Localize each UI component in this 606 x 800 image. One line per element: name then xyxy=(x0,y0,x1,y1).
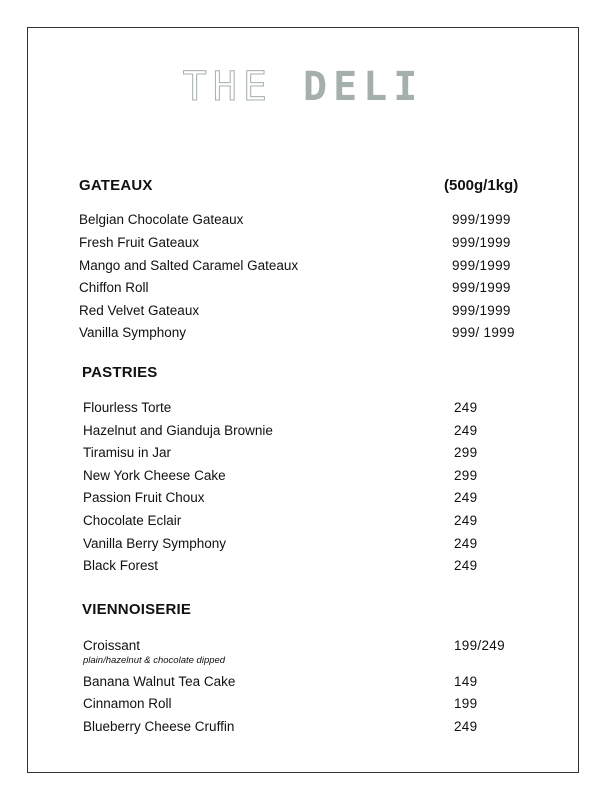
menu-item-name: Chiffon Roll xyxy=(79,280,149,295)
menu-item-note: plain/hazelnut & chocolate dipped xyxy=(83,655,226,666)
menu-item-price: 199 xyxy=(454,696,478,711)
menu-item-price: 249 xyxy=(454,536,478,551)
deli-logo xyxy=(0,62,606,112)
menu-item-price: 149 xyxy=(454,674,478,689)
menu-item-price: 999/1999 xyxy=(452,303,511,318)
section-title-pastries: PASTRIES xyxy=(82,364,158,381)
section-title-gateaux: GATEAUX xyxy=(79,177,153,194)
menu-item-name: Hazelnut and Gianduja Brownie xyxy=(83,423,273,438)
menu-item-name: Croissant xyxy=(83,638,141,653)
menu-item-name: Blueberry Cheese Cruffin xyxy=(83,719,235,734)
menu-item-name: Red Velvet Gateaux xyxy=(79,303,200,318)
menu-item-name: Cinnamon Roll xyxy=(83,696,172,711)
menu-item-price: 249 xyxy=(454,719,478,734)
menu-item-price: 249 xyxy=(454,490,478,505)
gateaux-unit-header: (500g/1kg) xyxy=(444,177,519,194)
menu-item-name: Fresh Fruit Gateaux xyxy=(79,235,200,250)
menu-item-price: 999/ 1999 xyxy=(452,325,515,340)
menu-item-name: Belgian Chocolate Gateaux xyxy=(79,212,244,227)
menu-item-name: Black Forest xyxy=(83,558,159,573)
menu-item-price: 299 xyxy=(454,445,478,460)
menu-item-price: 249 xyxy=(454,423,478,438)
menu-item-price: 999/1999 xyxy=(452,258,511,273)
menu-item-price: 249 xyxy=(454,558,478,573)
menu-item-price: 249 xyxy=(454,400,478,415)
menu-item-name: Mango and Salted Caramel Gateaux xyxy=(79,258,299,273)
menu-item-name: Tiramisu in Jar xyxy=(83,445,172,460)
menu-item-name: Vanilla Symphony xyxy=(79,325,187,340)
menu-item-name: Banana Walnut Tea Cake xyxy=(83,674,236,689)
menu-item-price: 999/1999 xyxy=(452,212,511,227)
menu-item-price: 199/249 xyxy=(454,638,505,653)
menu-item-price: 249 xyxy=(454,513,478,528)
menu-item-price: 999/1999 xyxy=(452,235,511,250)
menu-item-name: Passion Fruit Choux xyxy=(83,490,205,505)
menu-item-name: Vanilla Berry Symphony xyxy=(83,536,227,551)
menu-item-price: 999/1999 xyxy=(452,280,511,295)
menu-item-name: Chocolate Eclair xyxy=(83,513,182,528)
logo-word-the: THE xyxy=(182,64,273,110)
menu-item-name: Flourless Torte xyxy=(83,400,172,415)
menu-item-price: 299 xyxy=(454,468,478,483)
section-title-viennoiserie: VIENNOISERIE xyxy=(82,601,192,618)
logo-word-deli: DELI xyxy=(303,64,424,110)
menu-item-name: New York Cheese Cake xyxy=(83,468,226,483)
